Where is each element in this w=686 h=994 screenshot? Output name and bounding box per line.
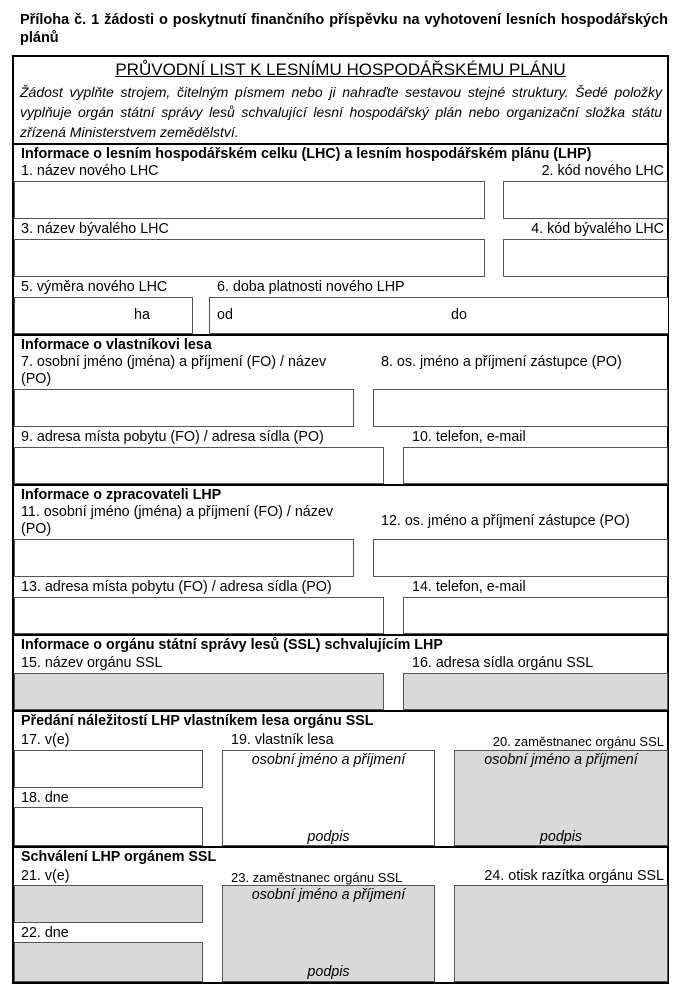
field-16-label: 16. adresa sídla orgánu SSL (412, 655, 594, 671)
field-18-label: 18. dne (21, 790, 69, 806)
unit-ha: ha (134, 307, 150, 323)
field-2-label: 2. kód nového LHC (541, 163, 664, 179)
section-divider (12, 484, 669, 486)
section-title-owner: Informace o vlastníkovi lesa (21, 337, 212, 353)
field-24-label: 24. otisk razítka orgánu SSL (484, 868, 664, 884)
field-9-input[interactable] (14, 447, 384, 484)
field-12-label: 12. os. jméno a příjmení zástupce (PO) (381, 513, 630, 529)
field-22-label: 22. dne (21, 925, 69, 941)
field-6-label: 6. doba platnosti nového LHP (217, 279, 405, 295)
field-17-input[interactable] (14, 750, 203, 788)
field-9-label: 9. adresa místa pobytu (FO) / adresa sídla (PO) (21, 429, 324, 445)
field-12-input[interactable] (373, 539, 668, 577)
section-divider (12, 334, 669, 336)
field-21-label: 21. v(e) (21, 868, 70, 884)
field-23-label: 23. zaměstnanec orgánu SSL (231, 870, 403, 885)
name-hint: osobní jméno a příjmení (251, 752, 406, 768)
field-8-label: 8. os. jméno a příjmení zástupce (PO) (381, 354, 622, 370)
field-13-label: 13. adresa místa pobytu (FO) / adresa sídla (PO) (21, 579, 332, 595)
field-19-label: 19. vlastník lesa (231, 732, 334, 748)
name-hint: osobní jméno a příjmení (484, 752, 638, 768)
field-19-signature-box[interactable] (222, 750, 435, 846)
field-11-input[interactable] (14, 539, 354, 577)
field-17-label: 17. v(e) (21, 732, 70, 748)
field-10-label: 10. telefon, e-mail (412, 429, 526, 445)
field-20-signature-box[interactable] (454, 750, 668, 846)
field-6-input[interactable] (209, 297, 668, 334)
field-14-label: 14. telefon, e-mail (412, 579, 526, 595)
section-title-processor: Informace o zpracovateli LHP (21, 487, 222, 503)
section-title-handover: Předání náležitostí LHP vlastníkem lesa orgánu SSL (21, 713, 374, 729)
form-title: PRŮVODNÍ LIST K LESNÍMU HOSPODÁŘSKÉMU PLÁNU (115, 60, 566, 79)
field-20-label: 20. zaměstnanec orgánu SSL (492, 734, 664, 749)
field-15-label: 15. název orgánu SSL (21, 655, 163, 671)
form-instructions: Žádost vyplňte strojem, čitelným písmem nebo ji nahraďte sestavou stejné struktury. Šedé položky vyplňuje orgán státní správy lesů schvalující lesní hospodářský plán nebo organizační složka státu zřízená Ministerstvem zemědělství. (20, 84, 662, 140)
section-divider (12, 710, 669, 712)
field-21-input[interactable] (14, 885, 203, 923)
signature-hint: podpis (307, 964, 350, 980)
signature-hint: podpis (307, 829, 350, 845)
field-15-input[interactable] (14, 673, 384, 710)
label-do: do (451, 307, 467, 323)
field-13-input[interactable] (14, 597, 384, 634)
document-heading: Příloha č. 1 žádosti o poskytnutí finančního příspěvku na vyhotovení lesních hospodářských plánů (20, 12, 668, 46)
field-8-input[interactable] (373, 389, 668, 427)
field-10-input[interactable] (403, 447, 668, 484)
field-24-stamp-box[interactable] (454, 885, 668, 982)
field-7-input[interactable] (14, 389, 354, 427)
signature-hint: podpis (539, 829, 583, 845)
label-od: od (217, 307, 233, 323)
field-18-input[interactable] (14, 807, 203, 846)
field-22-input[interactable] (14, 942, 203, 982)
field-23-signature-box[interactable] (222, 885, 435, 982)
section-title-lhc: Informace o lesním hospodářském celku (LHC) a lesním hospodářském plánu (LHP) (21, 146, 592, 162)
field-1-input[interactable] (14, 181, 485, 219)
name-hint: osobní jméno a příjmení (251, 887, 406, 903)
field-2-input[interactable] (503, 181, 668, 219)
field-14-input[interactable] (403, 597, 668, 634)
field-3-input[interactable] (14, 239, 485, 277)
section-divider (12, 634, 669, 636)
section-divider (12, 143, 669, 145)
section-divider (12, 846, 669, 848)
field-11-label: 11. osobní jméno (jména) a příjmení (FO) / název (PO) (21, 504, 334, 537)
field-4-label: 4. kód bývalého LHC (531, 221, 664, 237)
field-3-label: 3. název bývalého LHC (21, 221, 169, 237)
field-7-label: 7. osobní jméno (jména) a příjmení (FO) / název (PO) (21, 354, 327, 387)
field-5-label: 5. výměra nového LHC (21, 279, 168, 295)
field-1-label: 1. název nového LHC (21, 163, 159, 179)
section-title-ssl: Informace o orgánu státní správy lesů (SSL) schvalujícím LHP (21, 637, 443, 653)
section-title-approval: Schválení LHP orgánem SSL (21, 849, 217, 865)
field-5-input[interactable] (14, 297, 193, 334)
field-16-input[interactable] (403, 673, 668, 710)
field-4-input[interactable] (503, 239, 668, 277)
